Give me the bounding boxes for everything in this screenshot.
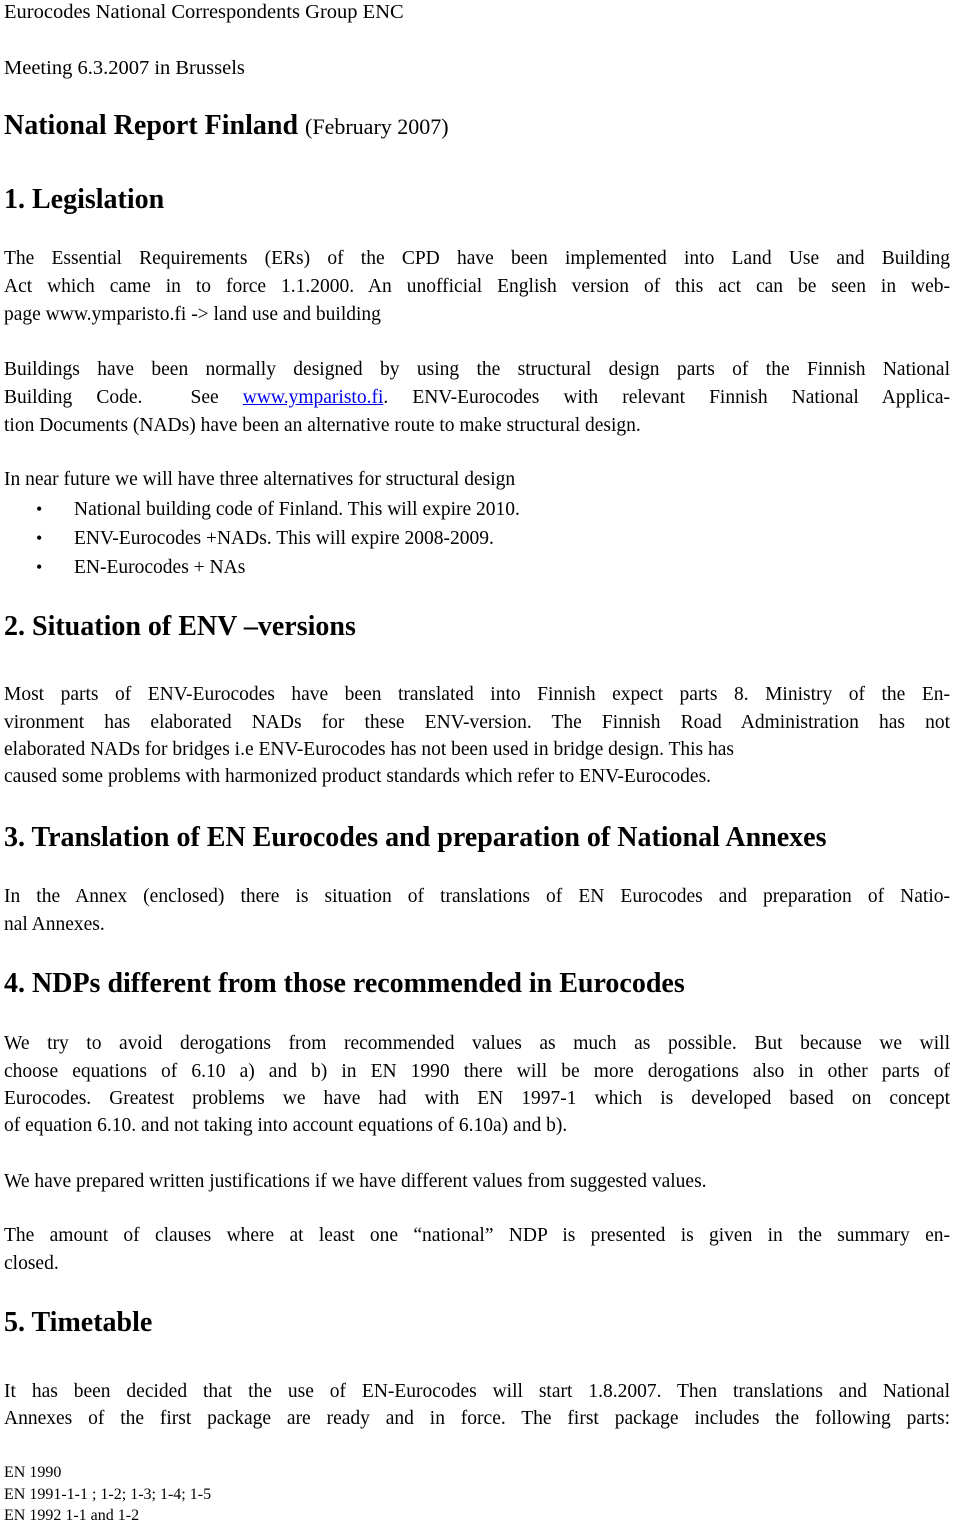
bullet-icon: • <box>36 528 43 548</box>
s2-line-3: elaborated NADs for bridges i.e ENV-Eurocodes has not been used in bridge design. This has <box>4 739 735 760</box>
part-item: EN 1991-1-1 ; 1-2; 1-3; 1-4; 1-5 <box>4 1486 212 1503</box>
section-1-heading: 1. Legislation <box>4 184 165 215</box>
s2-line-2: vironment has elaborated NADs for these ENV-version. The Finnish Road Administration has not <box>4 712 950 733</box>
s4-p2: We have prepared written justifications if we have different values from suggested values. <box>4 1171 707 1192</box>
s1-p2-text-b: . ENV-Eurocodes with relevant Finnish National Applica- <box>383 387 951 408</box>
s1-p1-line-2: Act which came in to force 1.1.2000. An unofficial English version of this act can be seen in web- <box>4 276 950 297</box>
part-item: EN 1990 <box>4 1464 62 1481</box>
s4-p1-line-3: Eurocodes. Greatest problems we have had with EN 1997-1 which is developed based on concept <box>4 1088 950 1109</box>
s3-line-1: In the Annex (enclosed) there is situation of translations of EN Eurocodes and preparation of Natio- <box>4 886 950 907</box>
s4-p1-line-1: We try to avoid derogations from recommended values as much as possible. But because we will <box>4 1033 950 1054</box>
s1-p2-line-1: Buildings have been normally designed by using the structural design parts of the Finnish National <box>4 359 950 380</box>
section-5-heading: 5. Timetable <box>4 1307 153 1338</box>
list-item-text: National building code of Finland. This will expire 2010. <box>74 499 520 520</box>
s5-line-2: Annexes of the first package are ready and in force. The first package includes the following parts: <box>4 1408 950 1429</box>
s1-p2-text-a: Building Code. See <box>4 387 243 408</box>
part-item: EN 1992 1-1 and 1-2 <box>4 1507 140 1524</box>
report-title <box>4 109 449 144</box>
s4-p1-line-4: of equation 6.10. and not taking into account equations of 6.10a) and b). <box>4 1115 568 1136</box>
section-2-heading: 2. Situation of ENV –versions <box>4 611 356 642</box>
s1-p1-line-3: page www.ymparisto.fi -> land use and building <box>4 304 381 325</box>
s2-line-4: caused some problems with harmonized product standards which refer to ENV-Eurocodes. <box>4 766 712 787</box>
list-item <box>36 526 494 551</box>
bullet-icon: • <box>36 557 43 577</box>
s1-p3: In near future we will have three alternatives for structural design <box>4 469 516 490</box>
s1-p1-line-1: The Essential Requirements (ERs) of the CPD have been implemented into Land Use and Building <box>4 248 950 269</box>
report-title-text: National Report Finland <box>4 110 299 141</box>
meeting-line: Meeting 6.3.2007 in Brussels <box>4 57 245 79</box>
s4-p3-line-1: The amount of clauses where at least one “national” NDP is presented is given in the summary en- <box>4 1225 950 1246</box>
s2-line-1: Most parts of ENV-Eurocodes have been translated into Finnish expect parts 8. Ministry of the En- <box>4 684 950 705</box>
document-header: Eurocodes National Correspondents Group ENC <box>4 1 404 23</box>
ymparisto-link[interactable]: www.ymparisto.fi <box>242 387 384 408</box>
list-item <box>36 497 520 522</box>
s1-p2-line-3: tion Documents (NADs) have been an alternative route to make structural design. <box>4 415 641 436</box>
s5-line-1: It has been decided that the use of EN-Eurocodes will start 1.8.2007. Then translations and National <box>4 1381 950 1402</box>
list-item <box>36 555 245 580</box>
s4-p3-line-2: closed. <box>4 1253 59 1274</box>
s3-line-2: nal Annexes. <box>4 914 105 935</box>
bullet-icon: • <box>36 499 43 519</box>
report-date: (February 2007) <box>305 114 449 139</box>
s1-p2-line-2 <box>4 386 950 410</box>
section-3-heading: 3. Translation of EN Eurocodes and preparation of National Annexes <box>4 822 827 853</box>
s4-p1-line-2: choose equations of 6.10 a) and b) in EN 1990 there will be more derogations also in other parts of <box>4 1061 950 1082</box>
list-item-text: EN-Eurocodes + NAs <box>74 557 246 578</box>
list-item-text: ENV-Eurocodes +NADs. This will expire 2008-2009. <box>74 528 494 549</box>
section-4-heading: 4. NDPs different from those recommended in Eurocodes <box>4 968 685 999</box>
